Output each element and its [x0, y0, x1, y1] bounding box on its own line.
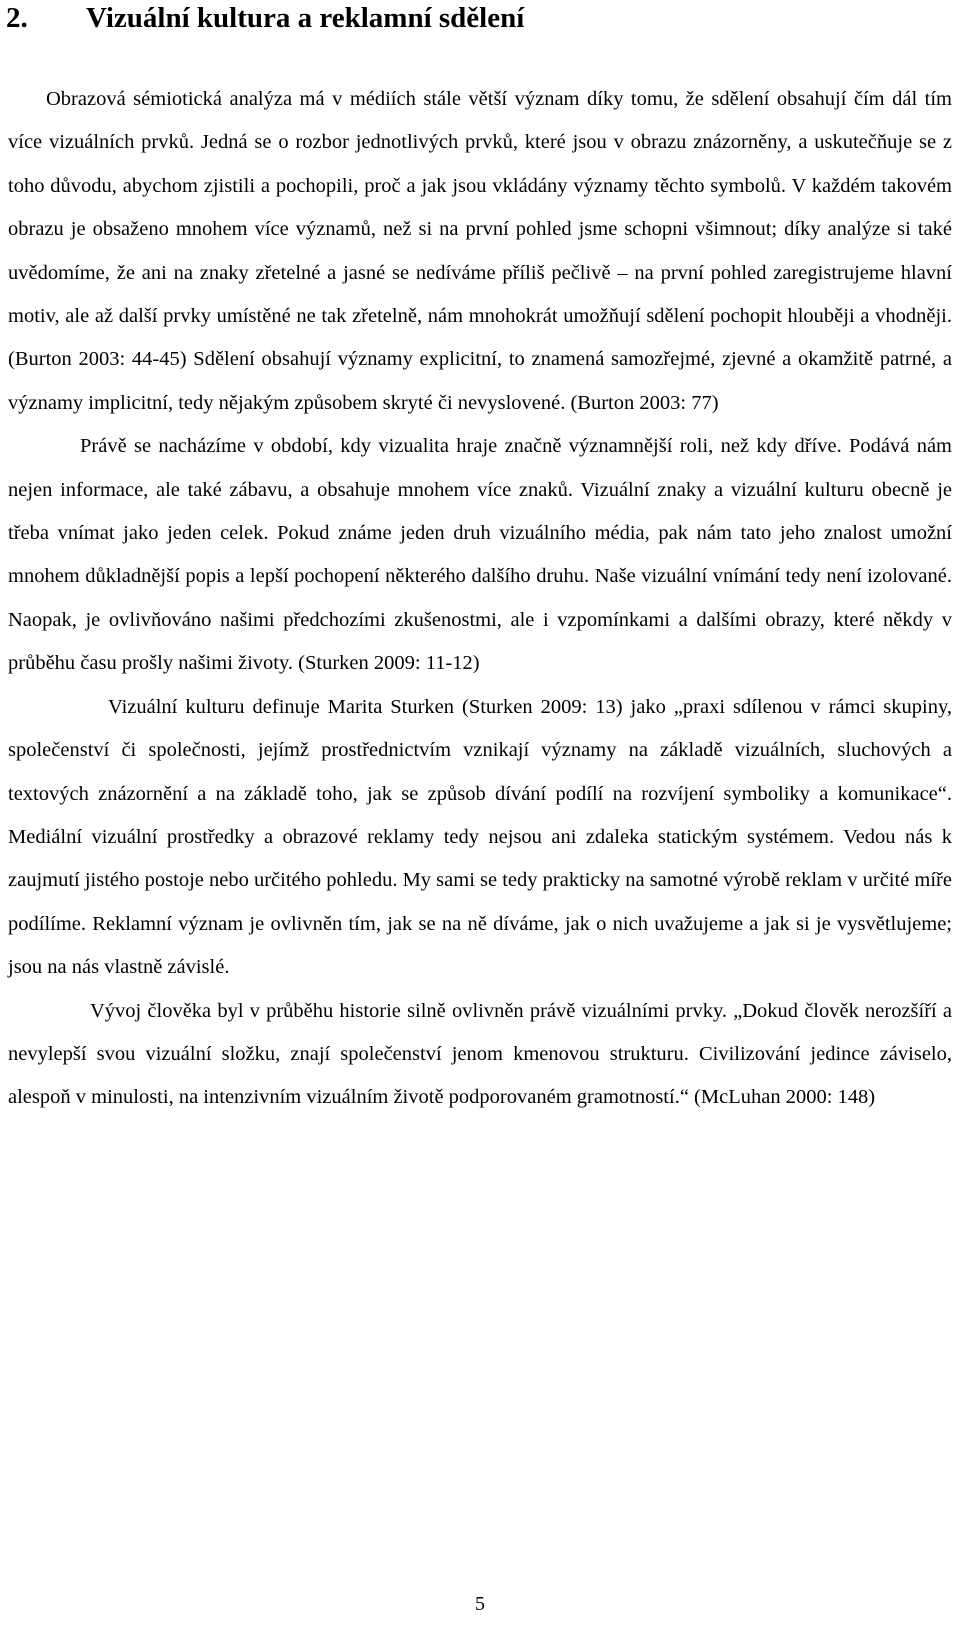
paragraph: Vývoj člověka byl v průběhu historie silně ovlivněn právě vizuálními prvky. „Dokud člověk nerozšíří a nevylepší svou vizuální složku, znají společenství jenom kmenovou strukturu. Civilizování jedince záviselo, alespoň v minulosti, na intenzivním vizuálním životě podporovaném gramotností.“ (McLuhan 2000: 148) [8, 999, 952, 1109]
body-text [8, 78, 952, 1120]
paragraph: Právě se nacházíme v období, kdy vizualita hraje značně významnější roli, než kdy dříve. Podává nám nejen informace, ale také zábavu, a obsahuje mnohem více znaků. Vizuální znaky a vizuální kulturu obecně je třeba vnímat jako jeden celek. Pokud známe jeden druh vizuálního média, pak nám tato jeho znalost umožní mnohem důkladnější popis a lepší pochopení některého dalšího druhu. Naše vizuální vnímání tedy není izolované. Naopak, je ovlivňováno našimi předchozími zkušenostmi, ale i vzpomínkami a dalšími obrazy, které někdy v průběhu času prošly našimi životy. (Sturken 2009: 11-12) [8, 435, 952, 675]
page-number: 5 [475, 1593, 485, 1615]
chapter-title: Vizuální kultura a reklamní sdělení [86, 2, 525, 34]
chapter-number: 2. [6, 2, 28, 34]
paragraph: Vizuální kulturu definuje Marita Sturken (Sturken 2009: 13) jako „praxi sdílenou v rámci skupiny, společenství či společnosti, jejímž prostřednictvím vznikají významy na základě vizuálních, sluchových a textových znázornění a na základě toho, jak se způsob dívání podílí na rozvíjení symboliky a komunikace“. Mediální vizuální prostředky a obrazové reklamy tedy nejsou ani zdaleka statickým systémem. Vedou nás k zaujmutí jistého postoje nebo určitého pohledu. My sami se tedy prakticky na samotné výrobě reklam v určité míře podílíme. Reklamní význam je ovlivněn tím, jak se na ně díváme, jak o nich uvažujeme a jak si je vysvětlujeme; jsou na nás vlastně závislé. [8, 695, 952, 979]
paragraph: Obrazová sémiotická analýza má v médiích stále větší význam díky tomu, že sdělení obsahují čím dál tím více vizuálních prvků. Jedná se o rozbor jednotlivých prvků, které jsou v obrazu znázorněny, a uskutečňuje se z toho důvodu, abychom zjistili a pochopili, proč a jak jsou vkládány významy těchto symbolů. V každém takovém obrazu je obsaženo mnohem více významů, než si na první pohled jsme schopni všimnout; díky analýze si také uvědomíme, že ani na znaky zřetelné a jasné se nedíváme příliš pečlivě – na první pohled zaregistrujeme hlavní motiv, ale až další prvky umístěné ne tak zřetelně, nám mnohokrát umožňují sdělení pochopit hlouběji a vhodněji. (Burton 2003: 44-45) Sdělení obsahují významy explicitní, to znamená samozřejmé, zjevné a okamžitě patrné, a významy implicitní, tedy nějakým způsobem skryté či nevyslovené. (Burton 2003: 77) [8, 88, 952, 414]
chapter-heading [6, 0, 524, 36]
